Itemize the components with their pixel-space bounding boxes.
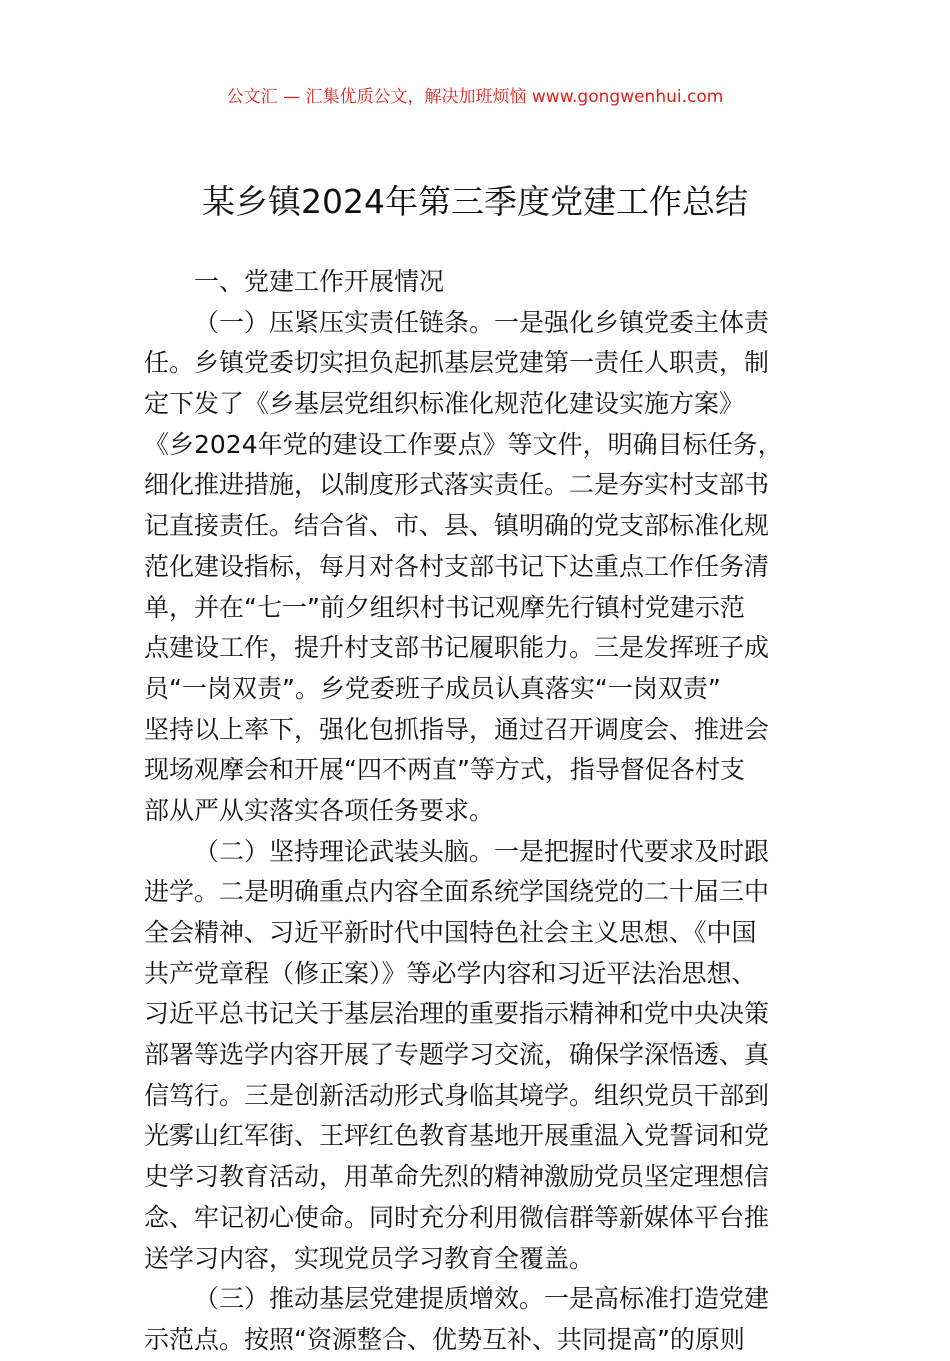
paragraph-line: 进学。二是明确重点内容全面系统学国绕党的二十届三中	[144, 877, 770, 907]
paragraph-line: 史学习教育活动，用革命先烈的精神激励党员坚定理想信	[144, 1162, 770, 1192]
paragraph-line: 记直接责任。结合省、市、县、镇明确的党支部标准化规	[144, 511, 770, 541]
paragraph-line: 念、牢记初心使命。同时充分利用微信群等新媒体平台推	[144, 1202, 770, 1232]
paragraph-line: 细化推进措施，以制度形式落实责任。二是夯实村支部书	[144, 470, 770, 500]
paragraph-line: 员“一岗双责”。乡党委班子成员认真落实“一岗双责”	[144, 673, 721, 703]
paragraph-line: 送学习内容，实现党员学习教育全覆盖。	[144, 1243, 595, 1273]
paragraph-line: 点建设工作，提升村支部书记履职能力。三是发挥班子成	[144, 633, 770, 663]
section-heading: 一、党建工作开展情况	[194, 267, 445, 296]
paragraph-line: 单，并在“七一”前夕组织村书记观摩先行镇村党建示范	[144, 592, 745, 622]
site-header-banner[interactable]: 公文汇 — 汇集优质公文，解决加班烦恼 www.gongwenhui.com	[226, 87, 724, 107]
paragraph-line: 任。乡镇党委切实担负起抓基层党建第一责任人职责，制	[144, 348, 770, 378]
paragraph-line: 示范点。按照“资源整合、优势互补、共同提高”的原则	[144, 1324, 745, 1354]
paragraph-line: 坚持以上率下，强化包抓指导，通过召开调度会、推进会	[144, 714, 770, 744]
paragraph-line: 《乡2024年党的建设工作要点》等文件，明确目标任务，	[144, 429, 783, 459]
paragraph-line: 共产党章程（修正案）》等必学内容和习近平法治思想、	[144, 958, 757, 988]
paragraph-line: 信笃行。三是创新活动形式身临其境学。组织党员干部到	[144, 1080, 770, 1110]
paragraph-line: 部从严从实落实各项任务要求。	[144, 795, 495, 825]
paragraph-line: （三）推动基层党建提质增效。一是高标准打造党建	[194, 1284, 770, 1314]
document-body	[144, 262, 814, 1361]
paragraph-line: 定下发了《乡基层党组织标准化规范化建设实施方案》	[144, 389, 745, 419]
paragraph-line: 习近平总书记关于基层治理的重要指示精神和党中央决策	[144, 999, 770, 1029]
document-title: 某乡镇2024年第三季度党建工作总结	[202, 182, 748, 221]
paragraph-line: 部署等选学内容开展了专题学习交流，确保学深悟透、真	[144, 1040, 770, 1070]
paragraph-line: 光雾山红军街、王坪红色教育基地开展重温入党誓词和党	[144, 1121, 770, 1151]
paragraph-line: 范化建设指标，每月对各村支部书记下达重点工作任务清	[144, 551, 770, 581]
paragraph-line: 现场观摩会和开展“四不两直”等方式，指导督促各村支	[144, 755, 745, 785]
paragraph-line: （二）坚持理论武装头脑。一是把握时代要求及时跟	[194, 836, 770, 866]
paragraph-line: 全会精神、习近平新时代中国特色社会主义思想、《中国	[144, 918, 757, 947]
paragraph-line: （一）压紧压实责任链条。一是强化乡镇党委主体责	[194, 307, 770, 337]
